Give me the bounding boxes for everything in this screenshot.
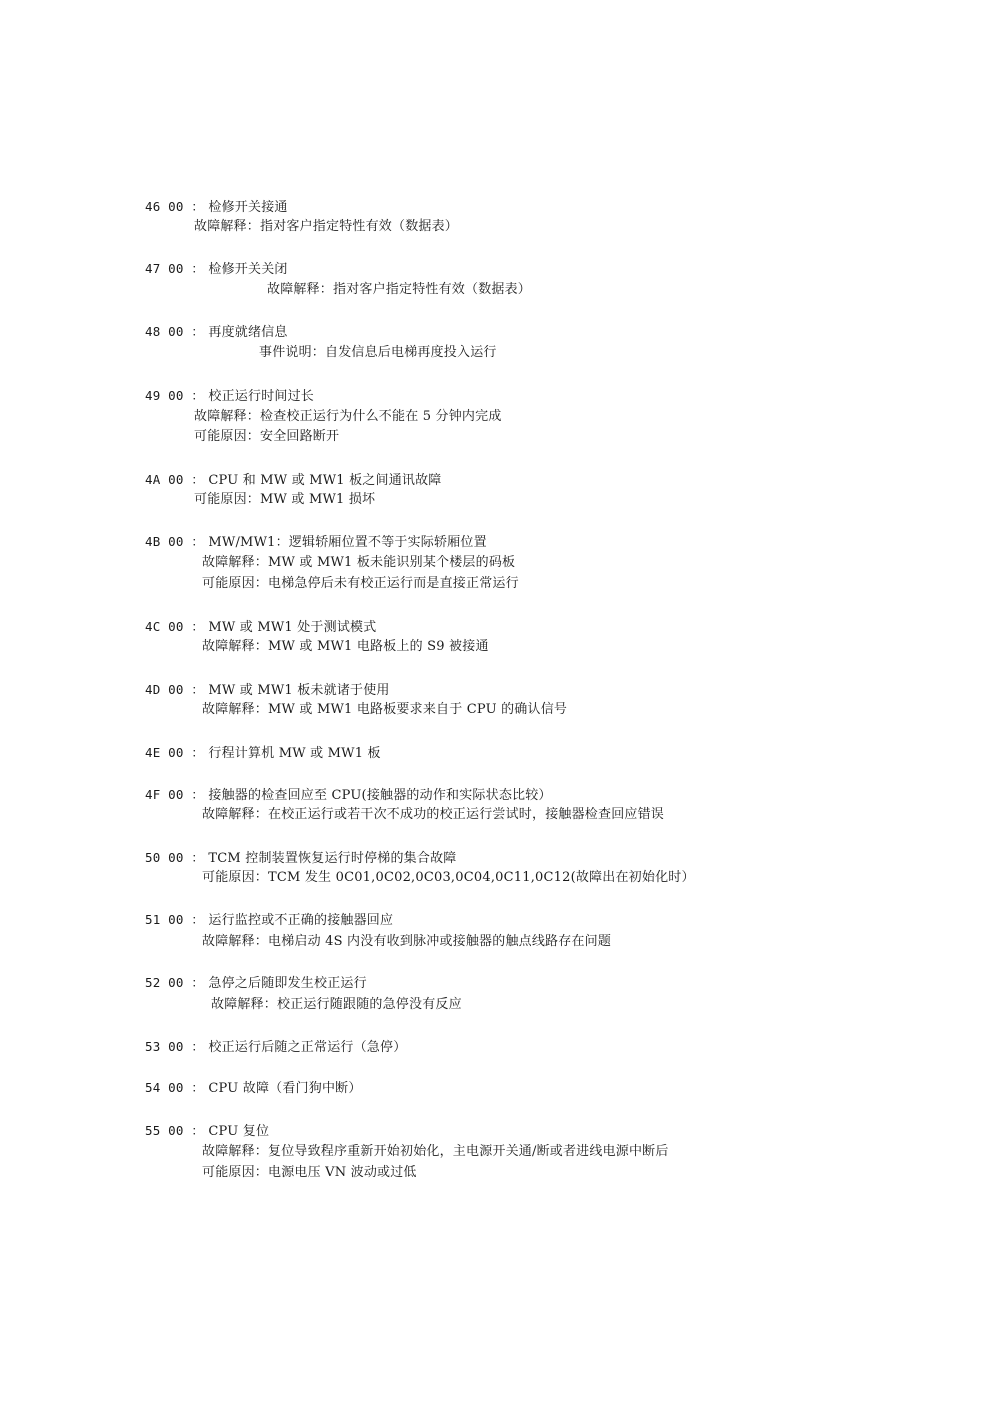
entry-heading [145, 534, 487, 551]
fault-detail: 故障解释：电梯启动 4S 内没有收到脉冲或接触器的触点线路存在问题 [202, 934, 612, 949]
fault-title: 接触器的检查回应至 CPU(接触器的动作和实际状态比较） [208, 788, 552, 803]
fault-title: MW 或 MW1 板未就诸于使用 [208, 683, 390, 698]
entry-heading [145, 1039, 406, 1056]
fault-title: 再度就绪信息 [208, 325, 288, 340]
fault-detail: 故障解释：MW 或 MW1 板未能识别某个楼层的码板 [202, 555, 516, 570]
fault-code: 53 00 ： [145, 1039, 205, 1054]
fault-code: 4C 00 ： [145, 619, 205, 634]
entry-heading [145, 1123, 269, 1140]
fault-code: 4E 00 ： [145, 745, 205, 760]
fault-title: 校正运行时间过长 [208, 389, 315, 404]
entry-heading [145, 1080, 362, 1097]
fault-code: 4D 00 ： [145, 682, 205, 697]
fault-title: 行程计算机 MW 或 MW1 板 [208, 746, 381, 761]
fault-code: 55 00 ： [145, 1123, 205, 1138]
fault-title: 检修开关关闭 [208, 262, 288, 277]
fault-title: MW/MW1：逻辑轿厢位置不等于实际轿厢位置 [208, 535, 487, 550]
entry-heading [145, 619, 376, 636]
fault-title: 检修开关接通 [208, 200, 288, 215]
fault-code: 50 00 ： [145, 850, 205, 865]
fault-code: 51 00 ： [145, 912, 205, 927]
fault-title: TCM 控制装置恢复运行时停梯的集合故障 [208, 851, 457, 866]
entry-heading [145, 745, 381, 762]
entry-heading [145, 787, 552, 804]
fault-code: 47 00 ： [145, 261, 205, 276]
entry-heading [145, 850, 456, 867]
fault-title: 运行监控或不正确的接触器回应 [208, 913, 394, 928]
fault-code: 48 00 ： [145, 324, 205, 339]
entry-heading [145, 975, 367, 992]
fault-code: 46 00 ： [145, 199, 205, 214]
fault-detail: 故障解释：MW 或 MW1 电路板要求来自于 CPU 的确认信号 [202, 702, 568, 717]
fault-title: CPU 复位 [208, 1124, 270, 1139]
fault-title: 校正运行后随之正常运行（急停） [208, 1040, 407, 1055]
fault-code: 49 00 ： [145, 388, 205, 403]
entry-heading [145, 912, 393, 929]
fault-detail: 故障解释：检查校正运行为什么不能在 5 分钟内完成 [194, 409, 502, 424]
fault-detail: 可能原因：TCM 发生 0C01,0C02,0C03,0C04,0C11,0C12(故障出在初始化时） [202, 870, 695, 885]
fault-detail: 故障解释：复位导致程序重新开始初始化，主电源开关通/断或者进线电源中断后 [202, 1144, 669, 1159]
fault-code: 4F 00 ： [145, 787, 205, 802]
fault-detail: 故障解释：校正运行随跟随的急停没有反应 [211, 997, 462, 1012]
fault-code: 4B 00 ： [145, 534, 205, 549]
entry-heading [145, 472, 442, 489]
fault-detail: 事件说明：自发信息后电梯再度投入运行 [259, 345, 497, 360]
fault-detail: 故障解释：在校正运行或若干次不成功的校正运行尝试时，接触器检查回应错误 [202, 807, 665, 822]
fault-title: 急停之后随即发生校正运行 [208, 976, 367, 991]
fault-detail: 故障解释：MW 或 MW1 电路板上的 S9 被接通 [202, 639, 489, 654]
entry-heading [145, 261, 288, 278]
entry-heading [145, 682, 390, 699]
fault-detail: 可能原因：MW 或 MW1 损坏 [194, 492, 376, 507]
fault-detail: 故障解释：指对客户指定特性有效（数据表） [194, 219, 459, 234]
fault-code: 54 00 ： [145, 1080, 205, 1095]
entry-heading [145, 388, 314, 405]
fault-title: MW 或 MW1 处于测试模式 [208, 620, 377, 635]
fault-code: 4A 00 ： [145, 472, 205, 487]
fault-title: CPU 和 MW 或 MW1 板之间通讯故障 [208, 473, 442, 488]
fault-detail: 故障解释：指对客户指定特性有效（数据表） [267, 282, 532, 297]
fault-code: 52 00 ： [145, 975, 205, 990]
fault-detail: 可能原因：电源电压 VN 波动或过低 [202, 1165, 417, 1180]
fault-title: CPU 故障（看门狗中断） [208, 1081, 362, 1096]
entry-heading [145, 324, 288, 341]
fault-detail: 可能原因：电梯急停后未有校正运行而是直接正常运行 [202, 576, 519, 591]
entry-heading [145, 199, 288, 216]
fault-detail: 可能原因：安全回路断开 [194, 429, 340, 444]
